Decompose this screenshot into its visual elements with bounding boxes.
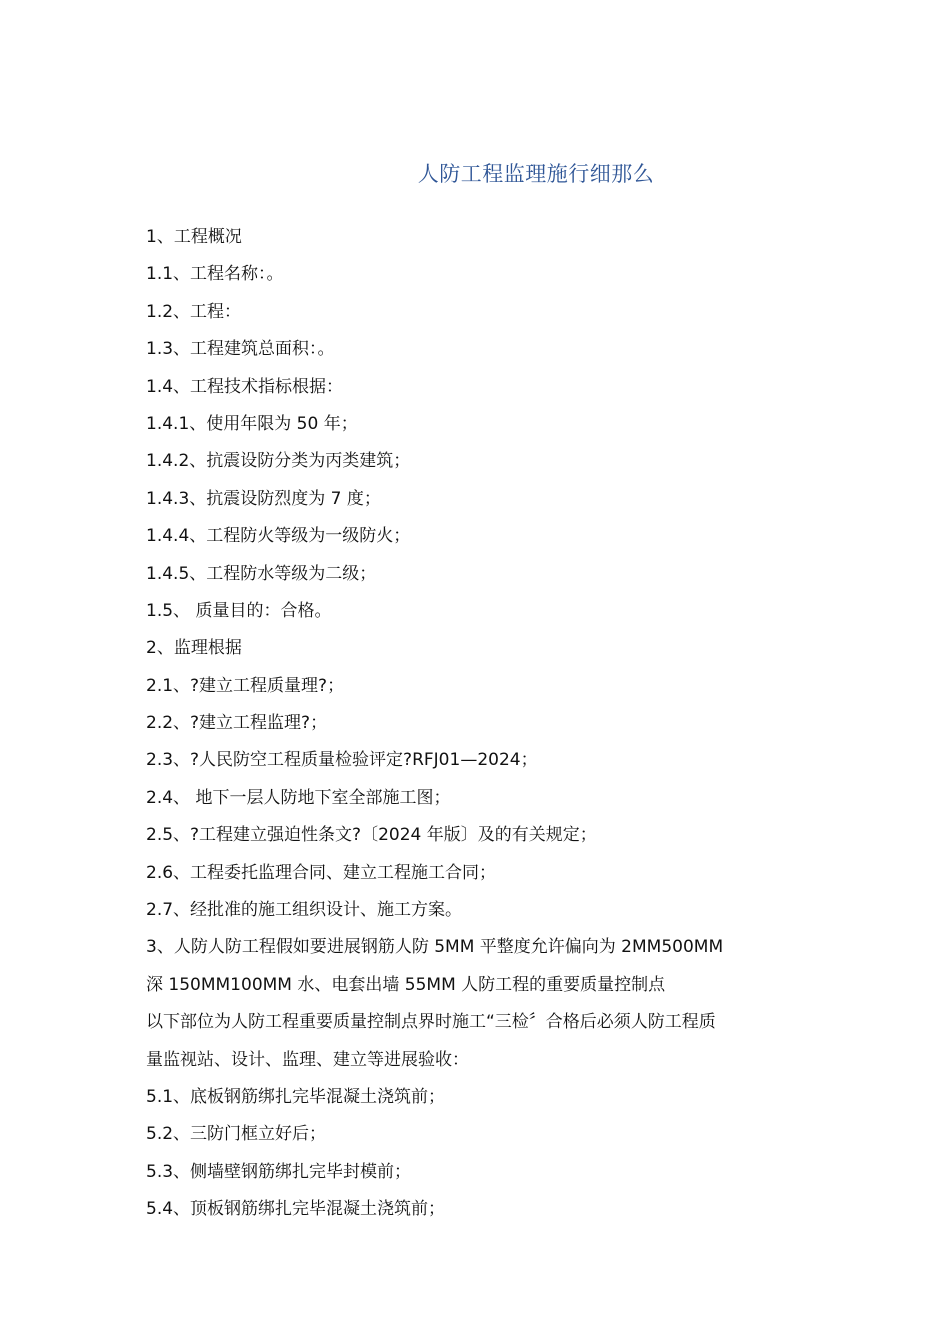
paragraph-line: 5.3、侧墙壁钢筋绑扎完毕封模前； bbox=[146, 1161, 412, 1182]
paragraph-line: 1.4.5、工程防水等级为二级； bbox=[146, 563, 377, 584]
document-title: 人防工程监理施行细那么 bbox=[417, 162, 655, 186]
paragraph-line: 2.7、经批准的施工组织设计、施工方案。 bbox=[146, 900, 463, 921]
paragraph-line: 量监视站、设计、监理、建立等进展验收： bbox=[146, 1049, 469, 1070]
paragraph-line: 1.4.4、工程防火等级为一级防火； bbox=[146, 526, 411, 547]
paragraph-line: 1.4.1、使用年限为 50 年； bbox=[146, 413, 358, 434]
paragraph-line: 1、工程概况 bbox=[146, 227, 242, 247]
paragraph-line: 5.2、三防门框立好后； bbox=[146, 1124, 327, 1145]
paragraph-line: 1.2、工程： bbox=[146, 301, 242, 322]
paragraph-line: 2、监理根据 bbox=[146, 638, 242, 659]
paragraph-line: 2.6、工程委托监理合同、建立工程施工合同； bbox=[146, 862, 497, 883]
paragraph-line: 2.4、 地下一层人防地下室全部施工图； bbox=[146, 787, 451, 808]
paragraph-line: 1.4.2、抗震设防分类为丙类建筑； bbox=[146, 451, 411, 472]
paragraph-line: 1.4、工程技术指标根据： bbox=[146, 376, 344, 397]
paragraph-line: 5.4、顶板钢筋绑扎完毕混凝土浇筑前； bbox=[146, 1199, 446, 1220]
document-body bbox=[146, 224, 806, 1234]
paragraph-line: 1.3、工程建筑总面积：。 bbox=[146, 339, 335, 360]
paragraph-line: 深 150MM100MM 水、电套出墙 55MM 人防工程的重要质量控制点 bbox=[146, 974, 666, 995]
paragraph-line: 以下部位为人防工程重要质量控制点界时施工“三检〞合格后必须人防工程质 bbox=[146, 1012, 716, 1033]
paragraph-line: 2.3、?人民防空工程质量检验评定?RFJ01—2024； bbox=[146, 750, 538, 771]
paragraph-line: 2.2、?建立工程监理?； bbox=[146, 713, 328, 734]
paragraph-line: 1.4.3、抗震设防烈度为 7 度； bbox=[146, 488, 381, 509]
paragraph-line: 2.1、?建立工程质量理?； bbox=[146, 675, 345, 696]
paragraph-line: 1.5、 质量目的：合格。 bbox=[146, 600, 332, 621]
paragraph-line: 1.1、工程名称：。 bbox=[146, 264, 284, 285]
paragraph-line: 3、人防人防工程假如要进展钢筋人防 5MM 平整度允许偏向为 2MM500MM bbox=[146, 937, 724, 958]
paragraph-line: 5.1、底板钢筋绑扎完毕混凝土浇筑前； bbox=[146, 1086, 446, 1107]
paragraph-line: 2.5、?工程建立强迫性条文?〔2024 年版〕及的有关规定； bbox=[146, 825, 597, 846]
